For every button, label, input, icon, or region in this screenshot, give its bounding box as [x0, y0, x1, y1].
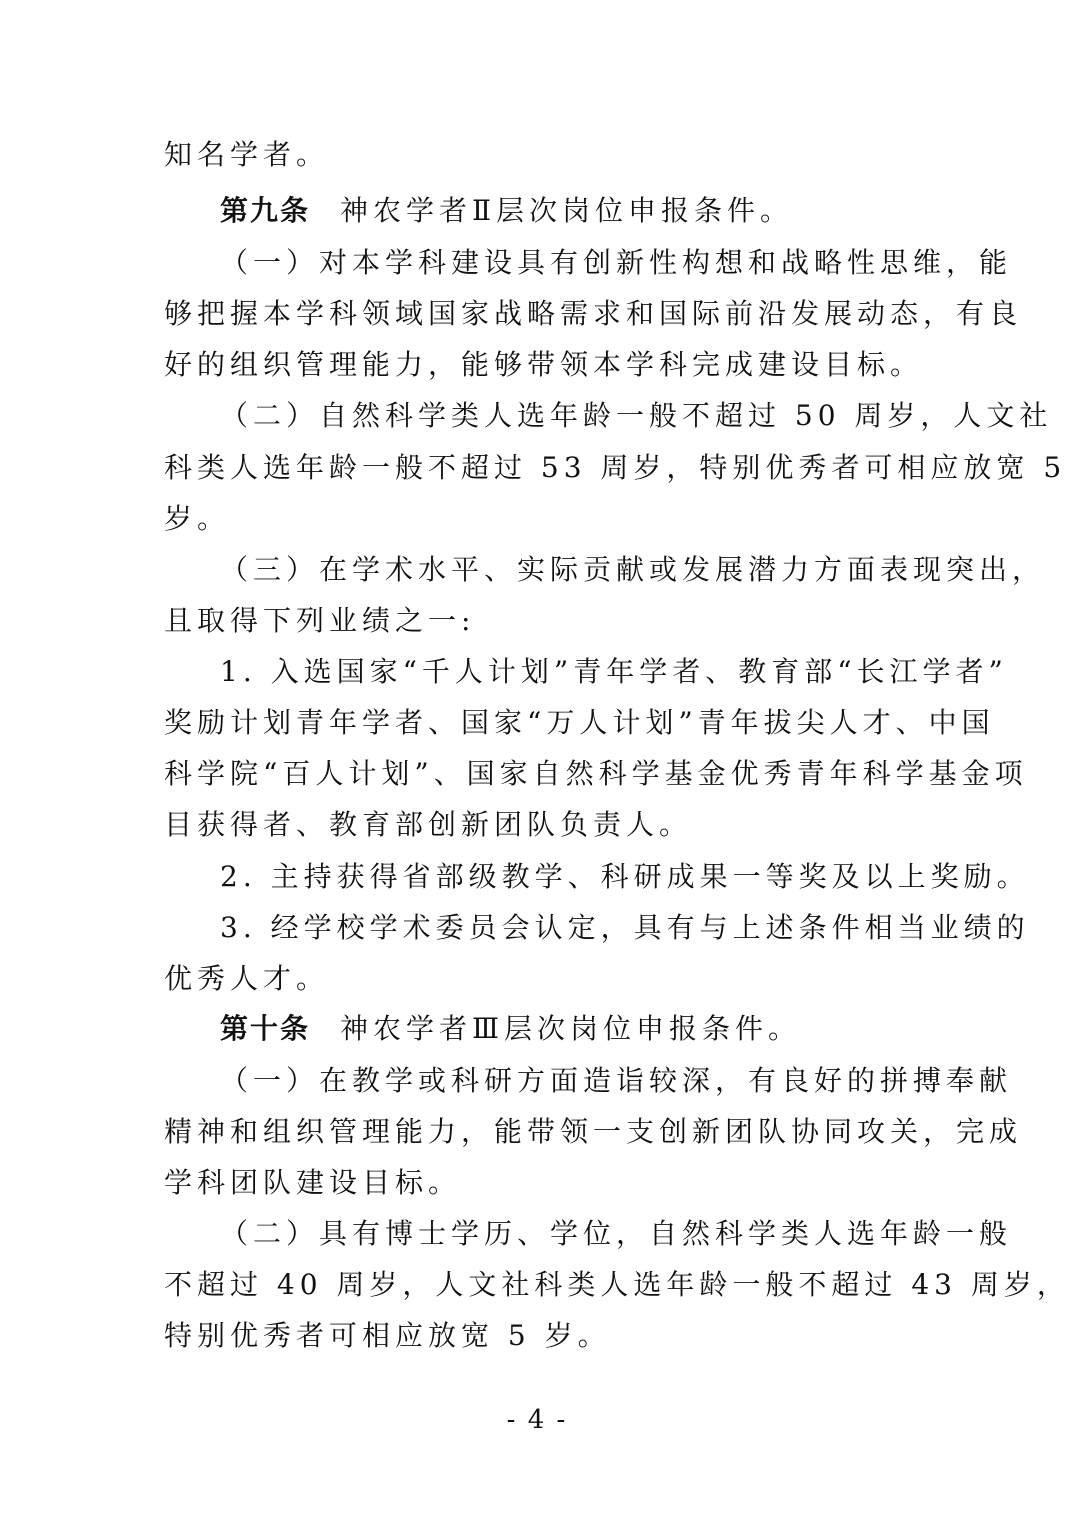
paragraph-line: 2. 主持获得省部级教学、科研成果一等奖及以上奖励。: [220, 860, 1030, 893]
paragraph-line: 科学院“百人计划”、国家自然科学基金优秀青年科学基金项: [164, 757, 1028, 790]
paragraph-line: 不超过 40 周岁，人文社科类人选年龄一般不超过 43 周岁，: [164, 1268, 1070, 1301]
article-heading: [220, 193, 910, 229]
paragraph-line: 科类人选年龄一般不超过 53 周岁，特别优秀者可相应放宽 5: [164, 451, 1067, 484]
paragraph-line: 精神和组织管理能力，能带领一支创新团队协同攻关，完成: [164, 1115, 1023, 1148]
paragraph-line: 岁。: [164, 502, 231, 535]
paragraph-line: （三）在学术水平、实际贡献或发展潜力方面表现突出，: [220, 553, 1046, 586]
paragraph-line: （一）在教学或科研方面造诣较深，有良好的拼搏奉献: [220, 1064, 1013, 1097]
paragraph-line: （一）对本学科建设具有创新性构想和战略性思维，能: [220, 246, 1013, 279]
paragraph-line: 3. 经学校学术委员会认定，具有与上述条件相当业绩的: [220, 911, 1030, 944]
article-label: 第十条: [220, 1012, 311, 1045]
paragraph-line: 特别优秀者可相应放宽 5 岁。: [164, 1319, 611, 1352]
paragraph-line: 知名学者。: [164, 138, 330, 171]
paragraph-line: 够把握本学科领域国家战略需求和国际前沿发展动态，有良: [164, 297, 1023, 330]
paragraph-line: （二）具有博士学历、学位，自然科学类人选年龄一般: [220, 1217, 1013, 1250]
paragraph-line: 好的组织管理能力，能够带领本学科完成建设目标。: [164, 348, 924, 381]
page-number: - 4 -: [506, 1405, 568, 1435]
paragraph-line: 1. 入选国家“千人计划”青年学者、教育部“长江学者”: [220, 655, 1008, 688]
paragraph-line: 目获得者、教育部创新团队负责人。: [164, 808, 693, 841]
paragraph-line: 优秀人才。: [164, 962, 330, 995]
paragraph-line: 奖励计划青年学者、国家“万人计划”青年拔尖人才、中国: [164, 706, 995, 739]
paragraph-line: 学科团队建设目标。: [164, 1166, 462, 1199]
article-title: 神农学者Ⅱ层次岗位申报条件。: [340, 194, 794, 227]
article-heading: [220, 1011, 910, 1047]
article-label: 第九条: [220, 194, 311, 227]
paragraph-line: 且取得下列业绩之一:: [164, 604, 476, 637]
paragraph-line: （二）自然科学类人选年龄一般不超过 50 周岁，人文社: [220, 399, 1053, 432]
article-title: 神农学者Ⅲ层次岗位申报条件。: [340, 1012, 802, 1045]
